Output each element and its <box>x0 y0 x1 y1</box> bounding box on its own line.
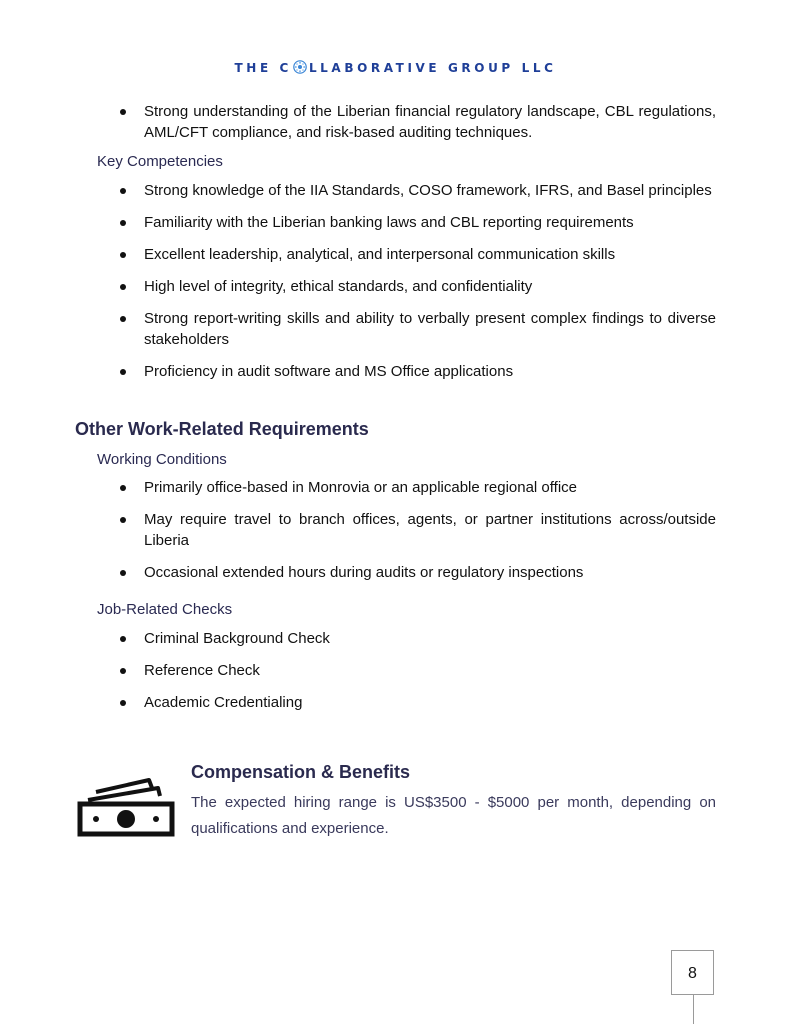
list-item: Familiarity with the Liberian banking laws and CBL reporting requirements <box>0 212 716 233</box>
list-item: Criminal Background Check <box>0 628 716 649</box>
list-item: Excellent leadership, analytical, and interpersonal communication skills <box>0 244 716 265</box>
company-header <box>0 60 791 75</box>
list-item: Reference Check <box>0 660 716 681</box>
money-icon <box>76 776 176 838</box>
compensation-heading: Compensation & Benefits <box>191 762 411 782</box>
job-checks-list <box>0 628 791 724</box>
list-item: Occasional extended hours during audits or regulatory inspections <box>0 562 716 583</box>
list-item: Academic Credentialing <box>0 692 716 713</box>
list-item: Proficiency in audit software and MS Office applications <box>0 361 716 382</box>
list-item: Strong knowledge of the IIA Standards, COSO framework, IFRS, and Basel principles <box>0 180 716 201</box>
list-item: High level of integrity, ethical standards, and confidentiality <box>0 276 716 297</box>
list-item: Strong report-writing skills and ability to verbally present complex findings to diverse stakeholders <box>0 308 716 350</box>
top-bullet-list <box>0 101 791 154</box>
key-competencies-list <box>0 180 791 393</box>
other-requirements-heading: Other Work-Related Requirements <box>75 419 369 439</box>
list-item: Primarily office-based in Monrovia or an applicable regional office <box>0 477 716 498</box>
job-checks-heading: Job-Related Checks <box>97 601 233 618</box>
compensation-text: The expected hiring range is US$3500 - $5000 per month, depending on qualifications and experience. <box>191 794 716 837</box>
company-name-suffix: LLABORATIVE GROUP LLC <box>308 61 557 75</box>
working-conditions-heading: Working Conditions <box>97 451 227 468</box>
page-number-divider <box>693 995 694 1024</box>
list-item: Strong understanding of the Liberian financial regulatory landscape, CBL regulations, AML/CFT compliance, and risk-based auditing techniques. <box>0 101 716 143</box>
key-competencies-heading: Key Competencies <box>97 153 223 170</box>
page-number: 8 <box>671 950 714 995</box>
list-item: May require travel to branch offices, agents, or partner institutions across/outside Liberia <box>0 509 716 551</box>
working-conditions-list <box>0 477 791 594</box>
globe-logo-icon <box>293 60 307 74</box>
company-name-prefix: THE C <box>234 61 292 75</box>
